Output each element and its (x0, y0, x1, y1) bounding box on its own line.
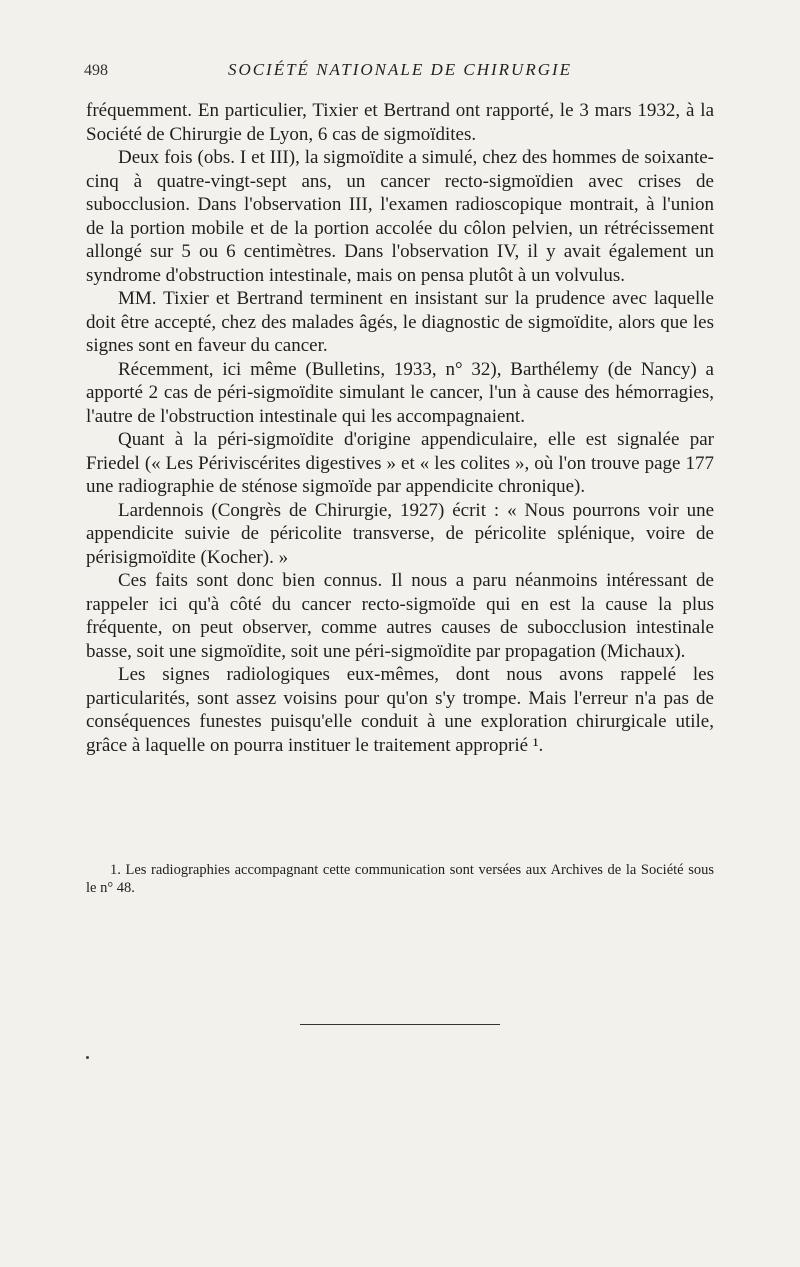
paragraph-6: Lardennois (Congrès de Chirurgie, 1927) écrit : « Nous pourrons voir une appendicite suivie de péricolite transverse, de péricolite splénique, voire de périsigmoïdite (Kocher). » (86, 499, 714, 568)
page-header (84, 60, 716, 86)
paragraph-4: Récemment, ici même (Bulletins, 1933, n° 32), Barthélemy (de Nancy) a apporté 2 cas de péri-sigmoïdite simulant le cancer, l'un à cause des hémorragies, l'autre de l'obstruction intestinale qui les accompagnaient. (86, 358, 714, 427)
page-number: 498 (84, 62, 108, 79)
paragraph-5: Quant à la péri-sigmoïdite d'origine appendiculaire, elle est signalée par Friedel (« Les Périviscérites digestives » et « les colites », où l'on trouve page 177 une radiographie de sténose sigmoïde par appendicite chronique). (86, 429, 714, 497)
footnote (86, 862, 714, 897)
footnote-text: 1. Les radiographies accompagnant cette communication sont versées aux Archives de la Société sous le n° 48. (86, 862, 714, 896)
paragraph-1: fréquemment. En particulier, Tixier et Bertrand ont rapporté, le 3 mars 1932, à la Société de Chirurgie de Lyon, 6 cas de sigmoïdites. (86, 100, 714, 145)
paragraph-3: MM. Tixier et Bertrand terminent en insistant sur la prudence avec laquelle doit être accepté, chez des malades âgés, le diagnostic de sigmoïdite, alors que les signes sont en faveur du cancer. (86, 288, 714, 356)
running-title: SOCIÉTÉ NATIONALE DE CHIRURGIE (227, 60, 573, 79)
paragraph-7: Ces faits sont donc bien connus. Il nous a paru néanmoins intéressant de rappeler ici qu'à côté du cancer recto-sigmoïde qui en est la cause la plus fréquente, on peut observer, comme autres causes de subocclusion intestinale basse, soit une sigmoïdite, soit une péri-sigmoïdite par propagation (Michaux). (86, 570, 714, 662)
section-end-rule (300, 1024, 500, 1025)
paragraph-8: Les signes radiologiques eux-mêmes, dont nous avons rappelé les particularités, sont assez voisins pour qu'on s'y trompe. Mais l'erreur n'a pas de conséquences funestes puisqu'elle conduit à une exploration chirurgicale utile, grâce à laquelle on pourra instituer le traitement approprié ¹. (86, 664, 714, 756)
ink-speck (86, 1056, 89, 1059)
body-text (86, 99, 714, 757)
paragraph-2: Deux fois (obs. I et III), la sigmoïdite a simulé, chez des hommes de soixante-cinq à quatre-vingt-sept ans, un cancer recto-sigmoïdien avec crises de subocclusion. Dans l'observation III, l'examen radioscopique montrait, à l'union de la portion mobile et de la portion accolée du côlon pelvien, un rétrécissement allongé sur 5 ou 6 centimètres. Dans l'observation IV, il y avait également un syndrome d'obstruction intestinale, mais on pensa plutôt à un volvulus. (86, 147, 714, 286)
